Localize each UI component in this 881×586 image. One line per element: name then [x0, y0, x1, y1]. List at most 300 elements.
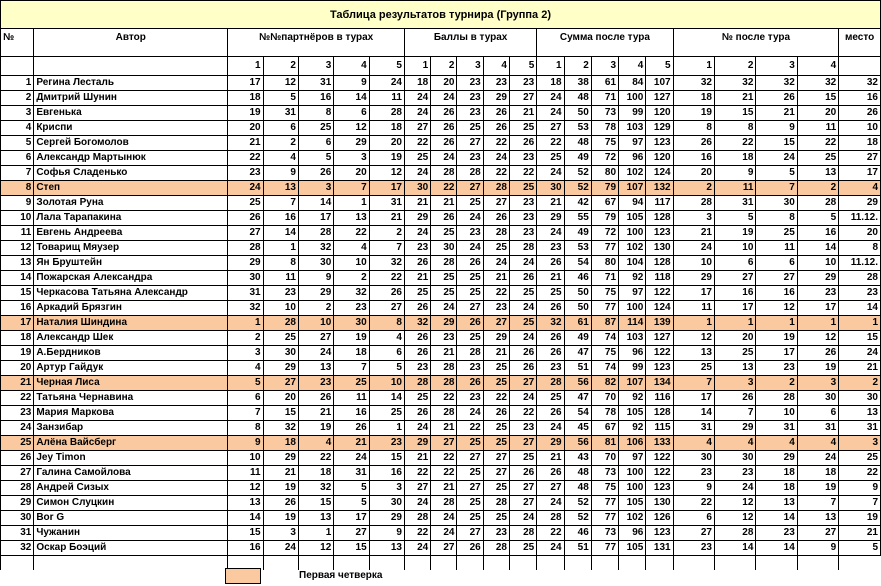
sum-cell: 80: [591, 256, 618, 271]
points-cell: 21: [483, 346, 509, 361]
position-cell: 10: [673, 256, 714, 271]
sum-cell: 102: [619, 241, 646, 256]
sum-cell: 72: [591, 151, 618, 166]
table-row: [1, 496, 881, 511]
points-cell: 24: [404, 496, 430, 511]
points-cell: 28: [431, 256, 457, 271]
position-cell: 6: [714, 256, 755, 271]
sum-cell: 48: [564, 136, 591, 151]
sum-cell: 49: [564, 151, 591, 166]
empty-cell: [797, 556, 838, 571]
position-cell: 9: [714, 166, 755, 181]
partner-cell: 6: [228, 391, 263, 406]
sum-cell: 54: [564, 406, 591, 421]
table-row: [1, 241, 881, 256]
sum-cell: 50: [564, 286, 591, 301]
partner-cell: 29: [263, 361, 298, 376]
points-cell: 22: [404, 526, 430, 541]
partner-cell: 27: [228, 226, 263, 241]
points-cell: 25: [457, 286, 483, 301]
sum-cell: 105: [619, 541, 646, 556]
points-cell: 25: [404, 391, 430, 406]
sum-cell: 77: [591, 301, 618, 316]
position-cell: 31: [756, 421, 797, 436]
points-cell: 25: [431, 226, 457, 241]
partner-cell: 29: [263, 451, 298, 466]
tour-label: 4: [619, 57, 646, 76]
points-cell: 22: [431, 181, 457, 196]
points-cell: 24: [483, 151, 509, 166]
position-cell: 25: [673, 361, 714, 376]
partner-cell: 32: [298, 241, 333, 256]
table-row: [1, 331, 881, 346]
position-cell: 11: [714, 181, 755, 196]
row-number: 24: [1, 421, 34, 436]
points-cell: 22: [509, 166, 536, 181]
legend-label: Первая четверка: [299, 570, 383, 581]
partner-cell: 4: [263, 151, 298, 166]
place-cell: 10: [839, 121, 881, 136]
row-number: 31: [1, 526, 34, 541]
sum-cell: 48: [564, 91, 591, 106]
partner-cell: 26: [263, 496, 298, 511]
points-cell: 27: [483, 316, 509, 331]
sum-cell: 84: [619, 76, 646, 91]
place-cell: 17: [839, 166, 881, 181]
points-cell: 26: [457, 376, 483, 391]
partner-cell: 3: [228, 346, 263, 361]
empty-cell: [34, 556, 228, 571]
position-cell: 7: [756, 181, 797, 196]
partner-cell: 21: [228, 136, 263, 151]
partner-cell: 5: [334, 496, 369, 511]
points-cell: 23: [404, 241, 430, 256]
row-number: 14: [1, 271, 34, 286]
empty-cell: [369, 556, 404, 571]
points-cell: 24: [431, 511, 457, 526]
table-row: [1, 376, 881, 391]
points-cell: 23: [509, 76, 536, 91]
author-name: Золотая Руна: [34, 196, 228, 211]
partner-cell: 4: [334, 241, 369, 256]
partner-cell: 18: [334, 346, 369, 361]
author-name: Сергей Богомолов: [34, 136, 228, 151]
partner-cell: 1: [298, 526, 333, 541]
table-row: [1, 271, 881, 286]
position-cell: 13: [714, 361, 755, 376]
empty-cell: [646, 556, 673, 571]
empty-cell: [263, 556, 298, 571]
sum-cell: 26: [537, 301, 564, 316]
tour-label: 4: [483, 57, 509, 76]
position-cell: 25: [797, 151, 838, 166]
points-cell: 27: [509, 496, 536, 511]
place-cell: 32: [839, 76, 881, 91]
position-cell: 21: [714, 91, 755, 106]
partner-cell: 28: [298, 226, 333, 241]
points-cell: 25: [483, 361, 509, 376]
partner-cell: 17: [298, 211, 333, 226]
position-cell: 5: [797, 211, 838, 226]
sum-cell: 124: [646, 166, 673, 181]
tour-label: 3: [756, 57, 797, 76]
partner-cell: 21: [298, 406, 333, 421]
sum-cell: 96: [619, 526, 646, 541]
sum-cell: 67: [591, 421, 618, 436]
author-name: Мария Маркова: [34, 406, 228, 421]
place-cell: 5: [839, 541, 881, 556]
position-cell: 14: [797, 241, 838, 256]
sum-cell: 27: [537, 121, 564, 136]
author-name: Софья Сладенько: [34, 166, 228, 181]
partner-cell: 22: [334, 226, 369, 241]
partner-cell: 3: [334, 151, 369, 166]
position-cell: 13: [673, 346, 714, 361]
partner-cell: 21: [263, 466, 298, 481]
sum-cell: 74: [591, 331, 618, 346]
points-cell: 25: [509, 541, 536, 556]
partner-cell: 26: [334, 421, 369, 436]
partner-cell: 13: [369, 541, 404, 556]
header-author: Автор: [34, 29, 228, 57]
partner-cell: 23: [334, 301, 369, 316]
place-cell: 31: [839, 421, 881, 436]
partner-cell: 17: [369, 181, 404, 196]
position-cell: 15: [756, 136, 797, 151]
sum-cell: 56: [564, 436, 591, 451]
points-cell: 26: [509, 466, 536, 481]
sum-cell: 26: [537, 256, 564, 271]
position-cell: 8: [673, 121, 714, 136]
partner-cell: 16: [334, 406, 369, 421]
position-cell: 23: [756, 361, 797, 376]
partner-cell: 17: [228, 76, 263, 91]
sum-cell: 51: [564, 541, 591, 556]
partner-cell: 29: [334, 136, 369, 151]
position-cell: 23: [673, 466, 714, 481]
partner-cell: 10: [369, 376, 404, 391]
points-cell: 27: [404, 481, 430, 496]
position-cell: 20: [797, 106, 838, 121]
sum-cell: 29: [537, 436, 564, 451]
sum-cell: 79: [591, 211, 618, 226]
position-cell: 18: [673, 91, 714, 106]
partner-cell: 30: [369, 496, 404, 511]
points-cell: 22: [483, 166, 509, 181]
sum-cell: 73: [591, 106, 618, 121]
sum-cell: 100: [619, 301, 646, 316]
table-row: [1, 211, 881, 226]
partner-cell: 16: [298, 91, 333, 106]
partner-cell: 18: [369, 121, 404, 136]
empty-cell: [714, 556, 755, 571]
row-number: 25: [1, 436, 34, 451]
sum-cell: 46: [564, 526, 591, 541]
partner-cell: 14: [334, 91, 369, 106]
sum-cell: 120: [646, 151, 673, 166]
sum-cell: 97: [619, 451, 646, 466]
partner-cell: 27: [369, 301, 404, 316]
points-cell: 24: [404, 541, 430, 556]
sub-empty-author: [34, 57, 228, 76]
partner-cell: 19: [334, 331, 369, 346]
points-cell: 23: [457, 91, 483, 106]
partner-cell: 30: [228, 271, 263, 286]
table-row: [1, 391, 881, 406]
points-cell: 27: [431, 436, 457, 451]
sum-cell: 30: [537, 181, 564, 196]
points-cell: 22: [431, 391, 457, 406]
author-name: Евгень Андреева: [34, 226, 228, 241]
table-row: [1, 121, 881, 136]
points-cell: 26: [457, 256, 483, 271]
position-cell: 29: [673, 271, 714, 286]
partner-cell: 12: [334, 121, 369, 136]
partner-cell: 23: [263, 286, 298, 301]
points-cell: 29: [404, 211, 430, 226]
points-cell: 26: [431, 121, 457, 136]
place-cell: 25: [839, 451, 881, 466]
position-cell: 14: [756, 541, 797, 556]
points-cell: 23: [509, 196, 536, 211]
partner-cell: 1: [369, 421, 404, 436]
partner-cell: 9: [334, 76, 369, 91]
position-cell: 17: [756, 346, 797, 361]
partner-cell: 4: [369, 331, 404, 346]
position-cell: 16: [673, 151, 714, 166]
sum-cell: 25: [537, 286, 564, 301]
place-cell: 16: [839, 91, 881, 106]
partner-cell: 2: [228, 331, 263, 346]
sum-cell: 116: [646, 391, 673, 406]
table-row: [1, 316, 881, 331]
points-cell: 23: [457, 76, 483, 91]
points-cell: 27: [509, 436, 536, 451]
points-cell: 21: [431, 481, 457, 496]
sum-cell: 55: [564, 211, 591, 226]
empty-cell: [298, 556, 333, 571]
partner-cell: 15: [369, 451, 404, 466]
partner-cell: 9: [369, 526, 404, 541]
partner-cell: 11: [228, 466, 263, 481]
partner-cell: 32: [228, 301, 263, 316]
sum-cell: 52: [564, 181, 591, 196]
position-cell: 23: [797, 286, 838, 301]
position-cell: 10: [797, 256, 838, 271]
points-cell: 28: [483, 226, 509, 241]
position-cell: 25: [756, 226, 797, 241]
position-cell: 23: [673, 541, 714, 556]
partner-cell: 18: [298, 466, 333, 481]
partner-cell: 22: [298, 451, 333, 466]
author-name: Товарищ Мяузер: [34, 241, 228, 256]
sum-cell: 79: [591, 181, 618, 196]
tour-label: 1: [228, 57, 263, 76]
tour-label: 5: [646, 57, 673, 76]
points-cell: 28: [483, 541, 509, 556]
place-cell: 22: [839, 466, 881, 481]
sum-cell: 123: [646, 226, 673, 241]
points-cell: 25: [404, 151, 430, 166]
position-cell: 27: [714, 271, 755, 286]
position-cell: 21: [756, 106, 797, 121]
points-cell: 24: [431, 91, 457, 106]
sum-cell: 24: [537, 91, 564, 106]
points-cell: 28: [509, 526, 536, 541]
sum-cell: 102: [619, 166, 646, 181]
sum-cell: 127: [646, 331, 673, 346]
sum-cell: 28: [537, 511, 564, 526]
points-cell: 27: [404, 121, 430, 136]
partner-cell: 7: [263, 196, 298, 211]
sum-cell: 24: [537, 226, 564, 241]
partner-cell: 21: [334, 436, 369, 451]
points-cell: 28: [431, 496, 457, 511]
position-cell: 29: [756, 451, 797, 466]
sum-cell: 81: [591, 436, 618, 451]
sum-cell: 67: [591, 196, 618, 211]
points-cell: 27: [483, 451, 509, 466]
position-cell: 31: [797, 421, 838, 436]
points-cell: 24: [404, 106, 430, 121]
empty-cell: [537, 556, 564, 571]
points-cell: 21: [431, 421, 457, 436]
position-cell: 16: [756, 286, 797, 301]
partner-cell: 27: [263, 376, 298, 391]
points-cell: 26: [483, 121, 509, 136]
position-cell: 5: [714, 211, 755, 226]
points-cell: 28: [404, 376, 430, 391]
partner-cell: 9: [228, 436, 263, 451]
sum-cell: 129: [646, 121, 673, 136]
sum-cell: 48: [564, 481, 591, 496]
position-cell: 31: [714, 196, 755, 211]
position-cell: 3: [673, 211, 714, 226]
sum-cell: 70: [591, 451, 618, 466]
partner-cell: 31: [298, 76, 333, 91]
author-name: Ян Бруштейн: [34, 256, 228, 271]
table-row: [1, 196, 881, 211]
sum-cell: 103: [619, 331, 646, 346]
tour-label: 2: [564, 57, 591, 76]
empty-cell: [619, 556, 646, 571]
points-cell: 26: [431, 136, 457, 151]
points-cell: 30: [431, 241, 457, 256]
sum-cell: 100: [619, 466, 646, 481]
partner-cell: 23: [298, 376, 333, 391]
position-cell: 19: [797, 481, 838, 496]
empty-cell: [673, 556, 714, 571]
table-row: [1, 361, 881, 376]
points-cell: 24: [457, 241, 483, 256]
position-cell: 7: [673, 376, 714, 391]
position-cell: 7: [714, 406, 755, 421]
position-cell: 29: [714, 421, 755, 436]
table-row: [1, 346, 881, 361]
sum-cell: 53: [564, 241, 591, 256]
sub-empty-no: [1, 57, 34, 76]
position-cell: 26: [714, 391, 755, 406]
partner-cell: 3: [369, 481, 404, 496]
sum-cell: 73: [591, 526, 618, 541]
sum-cell: 42: [564, 196, 591, 211]
position-cell: 15: [797, 91, 838, 106]
row-number: 27: [1, 466, 34, 481]
partner-cell: 13: [228, 496, 263, 511]
partner-cell: 6: [369, 346, 404, 361]
partner-cell: 12: [263, 76, 298, 91]
sum-cell: 130: [646, 241, 673, 256]
row-number: 12: [1, 241, 34, 256]
sum-cell: 24: [537, 166, 564, 181]
partner-cell: 24: [334, 451, 369, 466]
place-cell: 21: [839, 526, 881, 541]
tour-label: 4: [334, 57, 369, 76]
sum-cell: 97: [619, 286, 646, 301]
table-row: [1, 151, 881, 166]
points-cell: 25: [431, 286, 457, 301]
empty-cell: [334, 556, 369, 571]
points-cell: 21: [404, 271, 430, 286]
points-cell: 25: [404, 286, 430, 301]
partner-cell: 31: [369, 196, 404, 211]
sum-cell: 54: [564, 256, 591, 271]
points-cell: 29: [404, 436, 430, 451]
sum-cell: 52: [564, 511, 591, 526]
row-number: 9: [1, 196, 34, 211]
position-cell: 12: [673, 331, 714, 346]
row-number: 7: [1, 166, 34, 181]
sum-cell: 46: [564, 271, 591, 286]
points-cell: 27: [509, 91, 536, 106]
sum-cell: 99: [619, 361, 646, 376]
sum-cell: 104: [619, 256, 646, 271]
position-cell: 19: [673, 106, 714, 121]
sum-cell: 21: [537, 271, 564, 286]
points-cell: 28: [431, 361, 457, 376]
partner-cell: 10: [334, 256, 369, 271]
partner-cell: 32: [298, 481, 333, 496]
sum-cell: 71: [591, 271, 618, 286]
points-cell: 27: [457, 451, 483, 466]
points-cell: 27: [431, 541, 457, 556]
partner-cell: 2: [334, 271, 369, 286]
table-row: [1, 541, 881, 556]
table-row: [1, 106, 881, 121]
sum-cell: 26: [537, 466, 564, 481]
row-number: 2: [1, 91, 34, 106]
partner-cell: 31: [263, 106, 298, 121]
row-number: 13: [1, 256, 34, 271]
author-name: Степ: [34, 181, 228, 196]
header-sum: Сумма после тура: [537, 29, 673, 57]
points-cell: 22: [431, 466, 457, 481]
row-number: 5: [1, 136, 34, 151]
place-cell: 27: [839, 151, 881, 166]
place-cell: 14: [839, 301, 881, 316]
position-cell: 24: [673, 241, 714, 256]
position-cell: 26: [756, 91, 797, 106]
sum-cell: 70: [591, 391, 618, 406]
partner-cell: 15: [298, 496, 333, 511]
position-cell: 30: [714, 451, 755, 466]
points-cell: 24: [431, 151, 457, 166]
header-points: Баллы в турах: [404, 29, 536, 57]
partner-cell: 16: [369, 466, 404, 481]
position-cell: 18: [756, 466, 797, 481]
table-row: [1, 286, 881, 301]
partner-cell: 8: [263, 256, 298, 271]
